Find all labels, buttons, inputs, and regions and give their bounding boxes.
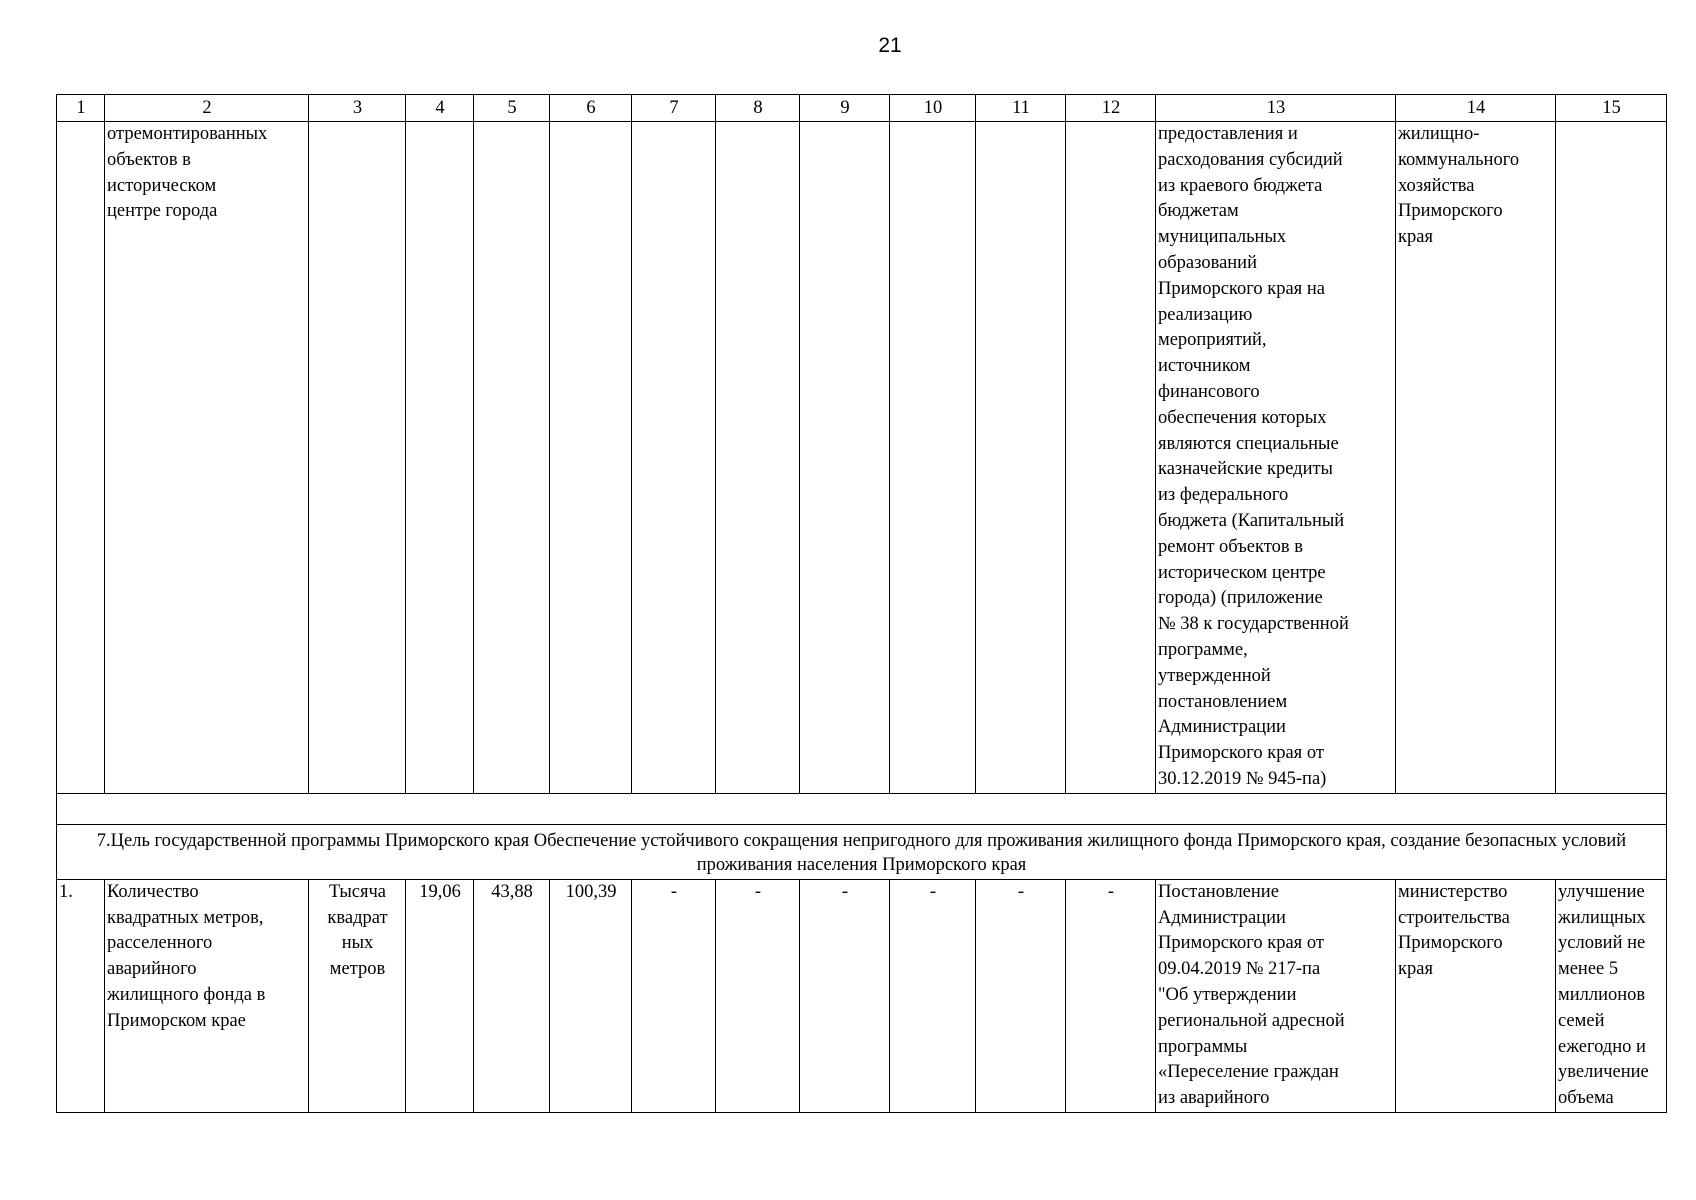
column-header: 11: [976, 95, 1066, 122]
table-cell: [57, 122, 105, 794]
column-header: 9: [800, 95, 890, 122]
indicators-table: [56, 94, 1667, 1113]
value-cell: -: [976, 879, 1066, 1112]
unit-cell: Тысяча квадрат ных метров: [309, 879, 406, 1112]
column-number-header-row: [57, 95, 1667, 122]
column-header: 10: [890, 95, 976, 122]
column-header: 8: [716, 95, 800, 122]
table-cell: [716, 122, 800, 794]
expected-result-cell: улучшение жилищных условий не менее 5 миллионов семей ежегодно и увеличение объема: [1556, 879, 1667, 1112]
continuation-row: [57, 122, 1667, 794]
page-number: 21: [878, 34, 902, 57]
table-cell: [890, 122, 976, 794]
table-cell: [550, 122, 632, 794]
blank-row: [57, 793, 1667, 824]
column-header: 6: [550, 95, 632, 122]
indicator-name-cell: отремонтированных объектов в историческом центре города: [105, 122, 309, 794]
column-header: 3: [309, 95, 406, 122]
responsible-body-cell: министерство строительства Приморского края: [1396, 879, 1556, 1112]
table-cell: [406, 122, 474, 794]
value-cell: -: [890, 879, 976, 1112]
column-header: 12: [1066, 95, 1156, 122]
table-cell: [800, 122, 890, 794]
table-cell: [632, 122, 716, 794]
column-header: 13: [1156, 95, 1396, 122]
column-header: 15: [1556, 95, 1667, 122]
indicator-row: [57, 879, 1667, 1112]
column-header: 5: [474, 95, 550, 122]
source-document-cell: предоставления и расходования субсидий из краевого бюджета бюджетам муниципальных образований Приморского края на реализацию мероприятий, источником финансового обеспечения которых являются специальные казначейские кредиты из федерального бюджета (Капитальный ремонт объектов в историческом центре города) (приложение № 38 к государственной программе, утвержденной постановлением Администрации Приморского края от 30.12.2019 № 945-па): [1156, 122, 1396, 794]
value-cell: 43,88: [474, 879, 550, 1112]
table-cell: [1066, 122, 1156, 794]
value-cell: 19,06: [406, 879, 474, 1112]
value-cell: 100,39: [550, 879, 632, 1112]
table-cell: [976, 122, 1066, 794]
table-cell: [474, 122, 550, 794]
blank-cell: [57, 793, 1667, 824]
column-header: 4: [406, 95, 474, 122]
table-cell: [309, 122, 406, 794]
value-cell: -: [1066, 879, 1156, 1112]
source-document-cell: Постановление Администрации Приморского края от 09.04.2019 № 217-па "Об утверждении региональной адресной программы «Переселение граждан из аварийного: [1156, 879, 1396, 1112]
value-cell: -: [800, 879, 890, 1112]
column-header: 2: [105, 95, 309, 122]
column-header: 1: [57, 95, 105, 122]
indicator-name-cell: Количество квадратных метров, расселенного аварийного жилищного фонда в Приморском крае: [105, 879, 309, 1112]
column-header: 14: [1396, 95, 1556, 122]
goal-heading-row: [57, 824, 1667, 879]
table-cell: [1556, 122, 1667, 794]
goal-heading: 7.Цель государственной программы Приморского края Обеспечение устойчивого сокращения непригодного для проживания жилищного фонда Приморского края, создание безопасных условий проживания населения Приморского края: [57, 824, 1667, 879]
row-number: 1.: [57, 879, 105, 1112]
value-cell: -: [632, 879, 716, 1112]
column-header: 7: [632, 95, 716, 122]
responsible-body-cell: жилищно- коммунального хозяйства Приморского края: [1396, 122, 1556, 794]
value-cell: -: [716, 879, 800, 1112]
